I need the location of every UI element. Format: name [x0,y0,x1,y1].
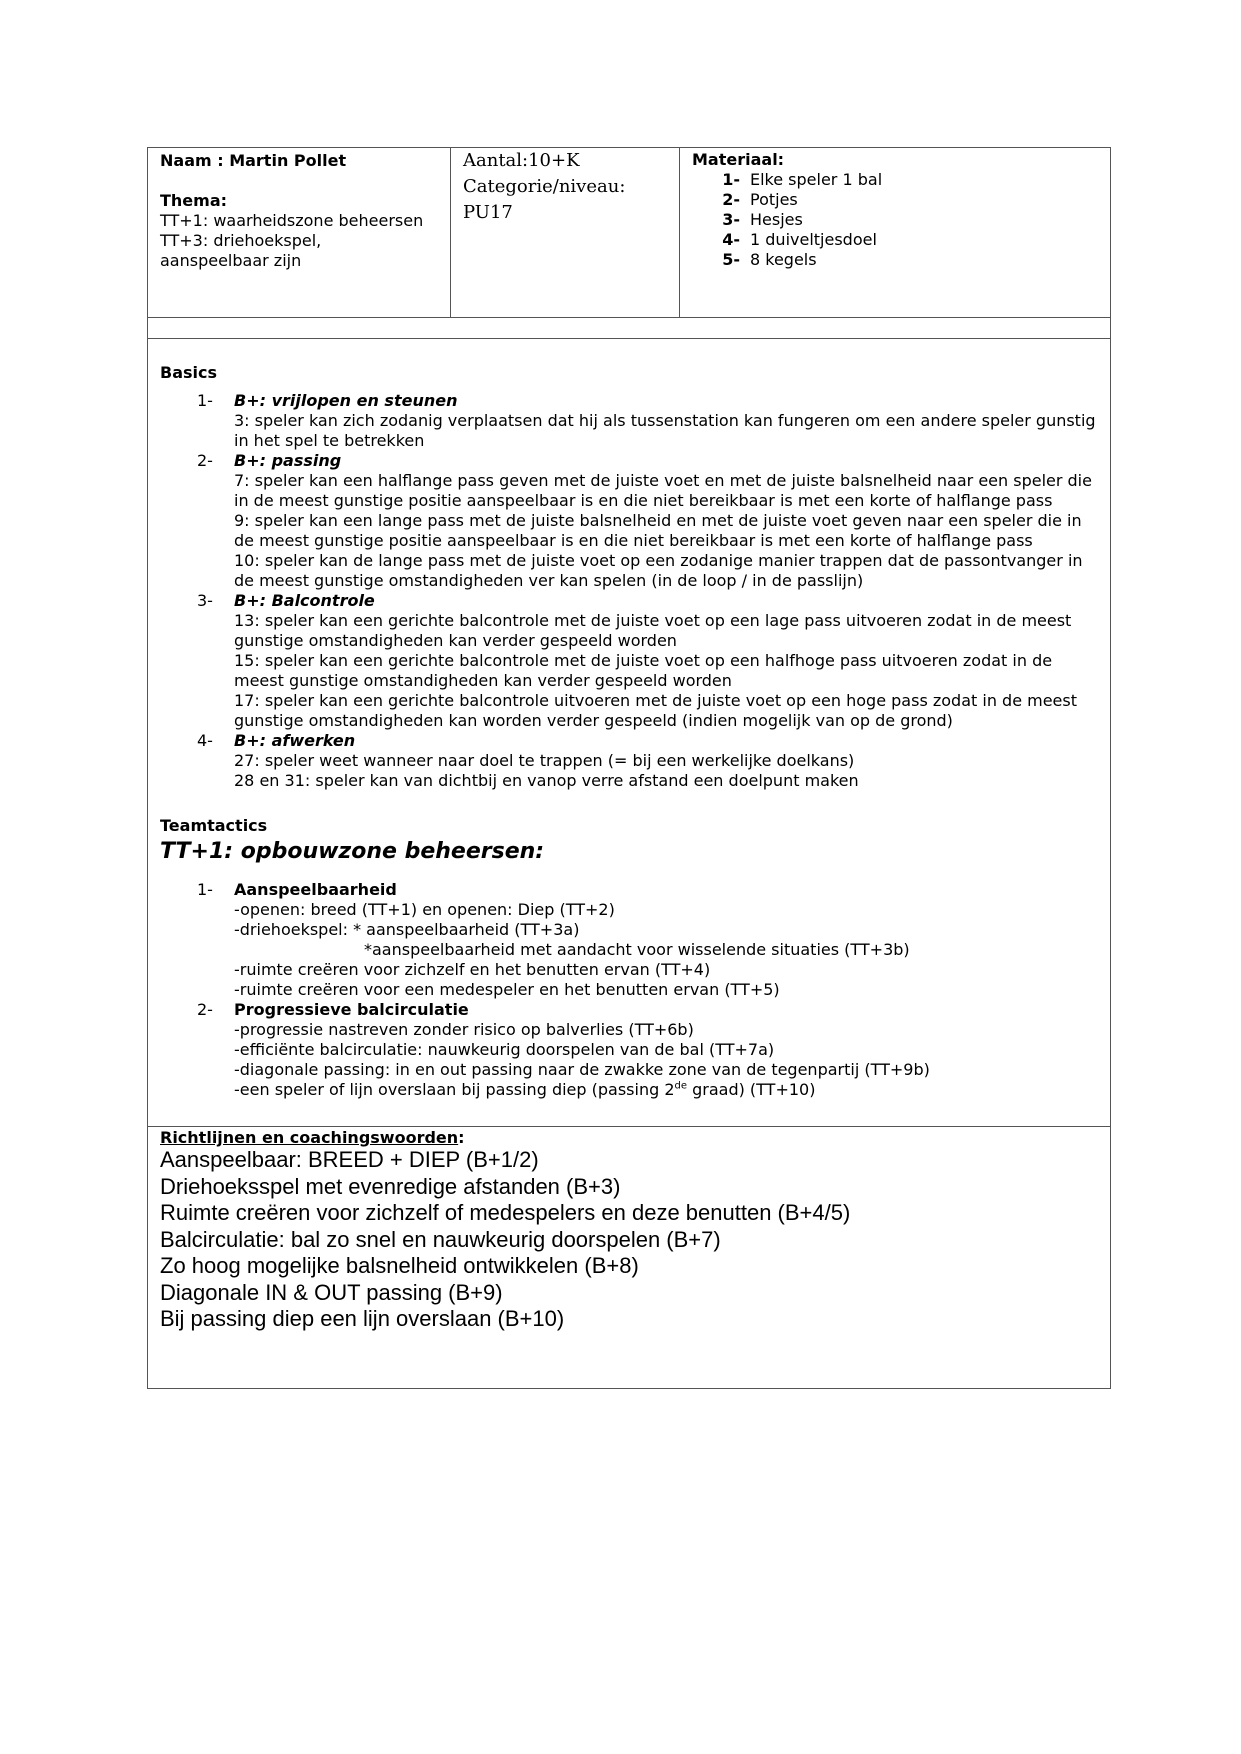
coaching-section [148,1127,1110,1388]
name-theme-cell [148,148,451,317]
basics-item-title: B+: Balcontrole [234,591,375,610]
teamtactics-line: -een speler of lijn overslaan bij passing diep (passing 2de graad) (TT+10) [234,1080,816,1099]
teamtactics-item-title: Aanspeelbaarheid [234,880,397,899]
training-sheet [147,147,1111,1389]
theme-line: aanspeelbaar zijn [160,251,302,270]
material-item: 1- Elke speler 1 bal [722,170,883,189]
material-cell [680,148,1110,317]
basics-item-text: 17: speler kan een gerichte balcontrole uitvoeren met de juiste voet op een hoge pass zodat in de meest gunstige omstandigheden kan worden verder gespeeld (indien mogelijk van op de grond) [234,691,1078,730]
teamtactics-subtitle: TT+1: opbouwzone beheersen: [160,839,545,864]
coaching-line: Diagonale IN & OUT passing (B+9) [160,1279,503,1305]
header-row [148,148,1110,318]
teamtactics-item-title: Progressieve balcirculatie [234,1000,469,1019]
basics-item-title: B+: passing [234,451,342,470]
material-list [692,170,1098,270]
basics-item-text: 15: speler kan een gerichte balcontrole met de juiste voet op een halfhoge pass uitvoeren zodat in de meest gunstige omstandigheden kan verder gespeeld worden [234,651,1053,690]
teamtactics-heading: Teamtactics [160,816,268,835]
material-item: 5- 8 kegels [722,250,817,269]
coaching-line: Ruimte creëren voor zichzelf of medespelers en deze benutten (B+4/5) [160,1200,851,1225]
coaching-line: Bij passing diep een lijn overslaan (B+10) [160,1306,565,1331]
content-section [148,339,1110,1127]
basics-item-text: 28 en 31: speler kan van dichtbij en vanop verre afstand een doelpunt maken [234,771,859,790]
material-item: 4- 1 duiveltjesdoel [722,230,877,249]
basics-item-title: B+: afwerken [234,731,356,750]
teamtactics-line: -efficiënte balcirculatie: nauwkeurig doorspelen van de bal (TT+7a) [234,1040,775,1059]
teamtactics-line: -ruimte creëren voor een medespeler en het benutten ervan (TT+5) [234,980,780,999]
player-count: Aantal:10+K [463,150,580,171]
basics-item: 1- B+: vrijlopen en steunen 3: speler kan zich zodanig verplaatsen dat hij als tussenstation kan fungeren om een andere speler gunstig in het spel te betrekken [160,391,1098,451]
basics-item-text: 9: speler kan een lange pass met de juiste balsnelheid en met de juiste voet geven naar een speler die in de meest gunstige positie aanspeelbaar is en die niet bereikbaar is met een korte of halflange pass [234,511,1082,550]
basics-item-text: 10: speler kan de lange pass met de juiste voet op een zodanige manier trappen dat de passontvanger in de meest gunstige omstandigheden ver kan spelen (in de loop / in de passlijn) [234,551,1083,590]
category-level: Categorie/niveau: PU17 [463,176,626,223]
basics-heading: Basics [160,363,218,382]
teamtactics-line: -diagonale passing: in en out passing naar de zwakke zone van de tegenpartij (TT+9b) [234,1060,930,1079]
teamtactics-line: -openen: breed (TT+1) en openen: Diep (TT+2) [234,900,615,919]
coaching-line: Balcirculatie: bal zo snel en nauwkeurig doorspelen (B+7) [160,1226,721,1252]
theme-line: TT+3: driehoekspel, [160,231,322,250]
count-category-cell [451,148,680,317]
basics-item-text: 27: speler weet wanneer naar doel te trappen (= bij een werkelijke doelkans) [234,751,855,770]
teamtactics-line: -progressie nastreven zonder risico op balverlies (TT+6b) [234,1020,694,1039]
basics-item-text: 3: speler kan zich zodanig verplaatsen dat hij als tussenstation kan fungeren om een andere speler gunstig in het spel te betrekken [234,411,1096,450]
basics-item: 2- B+: passing 7: speler kan een halflange pass geven met de juiste voet en met de juiste balsnelheid naar een speler die in de meest gunstige positie aanspeelbaar is en die niet bereikbaar is met een korte of halflange pass 9: speler kan een lange pass met de juiste balsnelheid en met de juiste voet geven naar een speler die in de meest gunstige positie aanspeelbaar is en die niet bereikbaar is met een korte of halflange pass 10: speler kan de lange pass met de juiste voet op een zodanige manier trappen dat de passontvanger in de meest gunstige omstandigheden ver kan spelen (in de loop / in de passlijn) [160,451,1098,591]
basics-item-title: B+: vrijlopen en steunen [234,391,458,410]
coaching-line: Driehoeksspel met evenredige afstanden (B+3) [160,1173,621,1199]
trainer-name: Naam : Martin Pollet [160,151,347,170]
coaching-line: Aanspeelbaar: BREED + DIEP (B+1/2) [160,1147,539,1172]
coaching-heading: Richtlijnen en coachingswoorden: [160,1128,465,1147]
basics-item: 4- B+: afwerken 27: speler weet wanneer naar doel te trappen (= bij een werkelijke doelkans) 28 en 31: speler kan van dichtbij en vanop verre afstand een doelpunt maken [160,731,1098,791]
material-item: 3- Hesjes [722,210,803,229]
teamtactics-item: 2- Progressieve balcirculatie -progressie nastreven zonder risico op balverlies (TT+6b) -efficiënte balcirculatie: nauwkeurig doorspelen van de bal (TT+7a) -diagonale passing: in en out passing naar de zwakke zone van de tegenpartij (TT+9b) -een speler of lijn overslaan bij passing diep (passing 2de graad) (TT+10) [160,1000,1098,1100]
coaching-list [160,1147,1098,1333]
teamtactics-line: *aanspeelbaarheid met aandacht voor wisselende situaties (TT+3b) [364,940,910,959]
coaching-line: Zo hoog mogelijke balsnelheid ontwikkelen (B+8) [160,1253,639,1278]
basics-item-text: 13: speler kan een gerichte balcontrole met de juiste voet op een lage pass uitvoeren zodat in de meest gunstige omstandigheden kan verder gespeeld worden [234,611,1072,650]
empty-row [148,318,1110,339]
material-item: 2- Potjes [722,190,798,209]
teamtactics-line: -ruimte creëren voor zichzelf en het benutten ervan (TT+4) [234,960,711,979]
teamtactics-line: -driehoekspel: * aanspeelbaarheid (TT+3a) [234,920,580,939]
theme-label: Thema: [160,191,228,210]
basics-item-text: 7: speler kan een halflange pass geven met de juiste voet en met de juiste balsnelheid naar een speler die in de meest gunstige positie aanspeelbaar is en die niet bereikbaar is met een korte of halflange pass [234,471,1092,510]
basics-item: 3- B+: Balcontrole 13: speler kan een gerichte balcontrole met de juiste voet op een lage pass uitvoeren zodat in de meest gunstige omstandigheden kan verder gespeeld worden 15: speler kan een gerichte balcontrole met de juiste voet op een halfhoge pass uitvoeren zodat in de meest gunstige omstandigheden kan verder gespeeld worden 17: speler kan een gerichte balcontrole uitvoeren met de juiste voet op een hoge pass zodat in de meest gunstige omstandigheden kan worden verder gespeeld (indien mogelijk van op de grond) [160,591,1098,731]
theme-line: TT+1: waarheidszone beheersen [160,211,424,230]
teamtactics-item: 1- Aanspeelbaarheid -openen: breed (TT+1) en openen: Diep (TT+2) -driehoekspel: * aanspeelbaarheid (TT+3a) *aanspeelbaarheid met aandacht voor wisselende situaties (TT+3b) -ruimte creëren voor zichzelf en het benutten ervan (TT+4) -ruimte creëren voor een medespeler en het benutten ervan (TT+5) [160,880,1098,1000]
material-label: Materiaal: [692,150,785,169]
